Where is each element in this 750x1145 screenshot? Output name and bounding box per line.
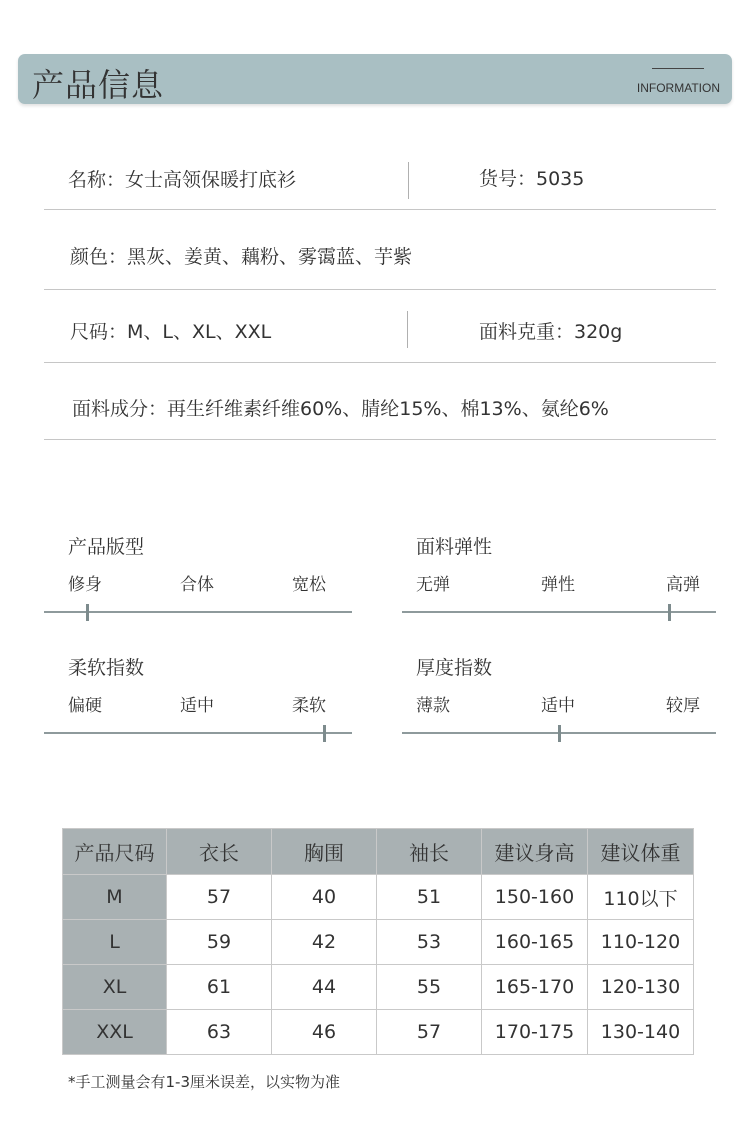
scale-label-stretch: 高弹 — [666, 575, 700, 595]
table-row — [63, 920, 694, 965]
scale-track-fit — [44, 611, 352, 613]
header-decorative-line — [652, 68, 704, 69]
table-row — [63, 965, 694, 1010]
table-row — [63, 875, 694, 920]
size-cell: XL — [63, 965, 167, 1010]
size-table-header: 建议体重 — [588, 829, 694, 875]
table-cell: 110以下 — [588, 875, 694, 920]
table-cell: 160-165 — [482, 920, 588, 965]
table-cell: 57 — [377, 1010, 482, 1055]
info-row-name — [44, 150, 716, 210]
table-cell: 44 — [272, 965, 377, 1010]
table-cell: 170-175 — [482, 1010, 588, 1055]
table-cell: 59 — [167, 920, 272, 965]
scale-marker-stretch — [668, 604, 671, 621]
scale-marker-softness — [323, 725, 326, 742]
section-title: 产品信息 — [32, 66, 165, 104]
scale-label-softness: 偏硬 — [68, 696, 102, 716]
section-header — [18, 54, 732, 104]
scale-label-softness: 柔软 — [292, 696, 326, 716]
size-table-header-row — [63, 829, 694, 875]
table-cell: 46 — [272, 1010, 377, 1055]
fabric-composition: 面料成分：再生纤维素纤维60%、腈纶15%、棉13%、氨纶6% — [72, 398, 609, 420]
measurement-note: *手工测量会有1-3厘米误差，以实物为准 — [68, 1073, 341, 1091]
scale-label-fit: 宽松 — [292, 575, 326, 595]
table-row — [63, 1010, 694, 1055]
info-row-composition — [44, 362, 716, 440]
info-row-colors — [44, 209, 716, 290]
fabric-weight: 面料克重：320g — [479, 321, 623, 343]
scale-label-thickness: 适中 — [541, 696, 575, 716]
table-cell: 53 — [377, 920, 482, 965]
table-cell: 130-140 — [588, 1010, 694, 1055]
scale-label-stretch: 无弹 — [416, 575, 450, 595]
scale-label-fit: 合体 — [180, 575, 214, 595]
scale-title-softness: 柔软指数 — [68, 657, 145, 679]
scale-label-stretch: 弹性 — [541, 575, 575, 595]
table-cell: 42 — [272, 920, 377, 965]
info-row-sizes — [44, 289, 716, 363]
size-table-header: 胸围 — [272, 829, 377, 875]
scale-label-thickness: 较厚 — [666, 696, 700, 716]
section-subtitle: INFORMATION — [636, 81, 720, 95]
table-cell: 165-170 — [482, 965, 588, 1010]
table-cell: 55 — [377, 965, 482, 1010]
table-cell: 63 — [167, 1010, 272, 1055]
table-cell: 40 — [272, 875, 377, 920]
product-sizes: 尺码：M、L、XL、XXL — [70, 321, 272, 343]
size-cell: XXL — [63, 1010, 167, 1055]
table-cell: 57 — [167, 875, 272, 920]
size-table-header: 袖长 — [377, 829, 482, 875]
table-cell: 150-160 — [482, 875, 588, 920]
info-divider — [407, 311, 408, 348]
size-cell: M — [63, 875, 167, 920]
scale-title-stretch: 面料弹性 — [416, 536, 493, 558]
scale-marker-thickness — [558, 725, 561, 742]
product-name: 名称：女士高领保暖打底衫 — [68, 169, 297, 191]
scale-title-thickness: 厚度指数 — [416, 657, 493, 679]
scale-label-softness: 适中 — [180, 696, 214, 716]
size-table — [62, 828, 694, 1055]
scale-label-thickness: 薄款 — [416, 696, 450, 716]
scale-marker-fit — [86, 604, 89, 621]
table-cell: 51 — [377, 875, 482, 920]
size-cell: L — [63, 920, 167, 965]
size-table-header: 建议身高 — [482, 829, 588, 875]
item-number: 货号：5035 — [479, 168, 585, 190]
size-table-header: 衣长 — [167, 829, 272, 875]
table-cell: 110-120 — [588, 920, 694, 965]
scale-track-softness — [44, 732, 352, 734]
table-cell: 120-130 — [588, 965, 694, 1010]
product-colors: 颜色：黑灰、姜黄、藕粉、雾霭蓝、芋紫 — [70, 246, 413, 268]
info-divider — [408, 162, 409, 199]
size-table-header: 产品尺码 — [63, 829, 167, 875]
table-cell: 61 — [167, 965, 272, 1010]
scale-label-fit: 修身 — [68, 575, 102, 595]
scale-title-fit: 产品版型 — [68, 536, 145, 558]
